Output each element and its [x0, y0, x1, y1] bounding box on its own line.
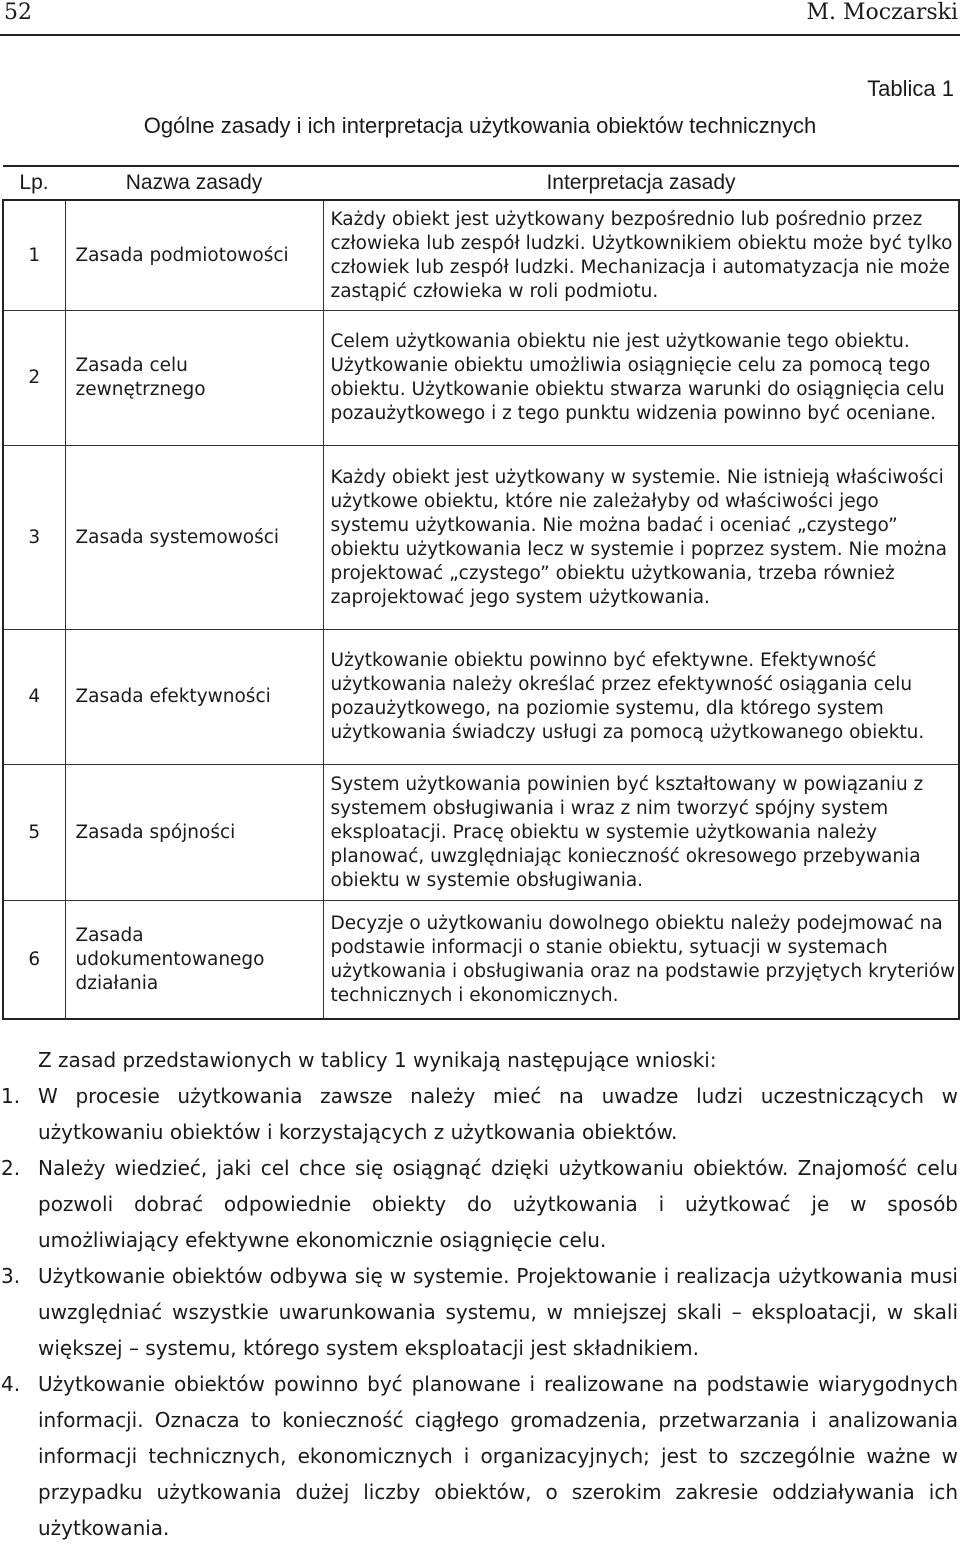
list-item-text: Użytkowanie obiektów odbywa się w systemie. Projektowanie i realizacja użytkowania musi uwzględniać wszystkie uwarunkowania systemu, w mniejszej skali – eksploatacji, w skali większej – systemu, którego system eksploatacji jest składnikiem. — [38, 1264, 958, 1360]
principle-name: Zasada efektywności — [65, 630, 323, 765]
list-item-number: 3. — [1, 1264, 21, 1288]
list-item-number: 2. — [1, 1156, 21, 1180]
principle-name: Zasada systemowości — [65, 446, 323, 630]
principle-name: Zasada udokumentowanego działania — [65, 901, 323, 1020]
table-row — [3, 765, 959, 901]
principle-name: Zasada spójności — [65, 765, 323, 901]
list-item-number: 4. — [1, 1372, 21, 1396]
list-item-text: Użytkowanie obiektów powinno być planowane i realizowane na podstawie wiarygodnych informacji. Oznacza to konieczność ciągłego gromadzenia, przetwarzania i analizowania informacji technicznych, ekonomicznych i organizacyjnych; jest to szczególnie ważne w przypadku użytkowania dużej liczby obiektów, o szerokim zakresie oddziaływania ich użytkowania. — [38, 1372, 958, 1540]
table-header-row — [3, 166, 959, 200]
row-number: 3 — [3, 446, 65, 630]
principle-interpretation: System użytkowania powinien być kształtowany w powiązaniu z systemem obsługiwania i wraz z nim tworzyć spójny system eksploatacji. Pracę obiektu w systemie użytkowania należy planować, uwzględniając konieczność okresowego przebywania obiektu w systemie obsługiwania. — [323, 765, 959, 901]
list-item-number: 1. — [1, 1084, 21, 1108]
table-title: Ogólne zasady i ich interpretacja użytkowania obiektów technicznych — [143, 113, 817, 138]
list-item-text: W procesie użytkowania zawsze należy mieć na uwadze ludzi uczestniczących w użytkowaniu obiektów i korzystających z użytkowania obiektów. — [38, 1084, 958, 1144]
page-number: 52 — [4, 0, 32, 25]
row-number: 5 — [3, 765, 65, 901]
list-item — [0, 1150, 958, 1258]
row-number: 4 — [3, 630, 65, 765]
column-header-lp: Lp. — [3, 166, 65, 200]
principle-interpretation: Celem użytkowania obiektu nie jest użytkowanie tego obiektu. Użytkowanie obiektu umożliwia osiągnięcie celu za pomocą tego obiektu. Użytkowanie obiektu stwarza warunki do osiągnięcia celu pozaużytkowego i z tego punktu widzenia powinno być oceniane. — [323, 311, 959, 446]
principle-interpretation: Użytkowanie obiektu powinno być efektywne. Efektywność użytkowania należy określać przez efektywność osiągania celu pozaużytkowego, na poziomie systemu, dla którego system użytkowania świadczy usługi za pomocą użytkowanego obiektu. — [323, 630, 959, 765]
table-row — [3, 311, 959, 446]
page-header — [0, 0, 960, 36]
conclusions-intro: Z zasad przedstawionych w tablicy 1 wynikają następujące wnioski: — [38, 1048, 717, 1072]
principle-name: Zasada celu zewnętrznego — [65, 311, 323, 446]
list-item — [0, 1258, 958, 1366]
principles-table — [2, 165, 960, 1020]
row-number: 1 — [3, 200, 65, 311]
list-item-text: Należy wiedzieć, jaki cel chce się osiągnąć dzięki użytkowaniu obiektów. Znajomość celu pozwoli dobrać odpowiednie obiekty do użytkowania i użytkować je w sposób umożliwiający efektywne ekonomicznie osiągnięcie celu. — [38, 1156, 958, 1252]
table-label: Tablica 1 — [867, 76, 954, 101]
list-item — [0, 1366, 958, 1546]
principle-name: Zasada podmiotowości — [65, 200, 323, 311]
table-row — [3, 630, 959, 765]
row-number: 6 — [3, 901, 65, 1020]
running-head-author: M. Moczarski — [806, 0, 958, 25]
principle-interpretation: Każdy obiekt jest użytkowany w systemie. Nie istnieją właściwości użytkowe obiektu, które nie zależałyby od właściwości jego systemu użytkowania. Nie można badać i oceniać „czystego” obiektu użytkowania lecz w systemie i poprzez system. Nie można projektować „czystego” obiektu użytkowania, trzeba również zaprojektować jego system użytkowania. — [323, 446, 959, 630]
conclusions-section — [0, 1042, 958, 1546]
column-header-interpretation: Interpretacja zasady — [323, 166, 959, 200]
table-row — [3, 200, 959, 311]
row-number: 2 — [3, 311, 65, 446]
list-item — [0, 1078, 958, 1150]
principle-interpretation: Każdy obiekt jest użytkowany bezpośrednio lub pośrednio przez człowieka lub zespół ludzki. Użytkownikiem obiektu może być tylko człowiek lub zespół ludzki. Mechanizacja i automatyzacja nie może zastąpić człowieka w roli podmiotu. — [323, 200, 959, 311]
principle-interpretation: Decyzje o użytkowaniu dowolnego obiektu należy podejmować na podstawie informacji o stanie obiektu, sytuacji w systemach użytkowania i obsługiwania oraz na podstawie przyjętych kryteriów technicznych i ekonomicznych. — [323, 901, 959, 1020]
table-row — [3, 901, 959, 1020]
table-row — [3, 446, 959, 630]
column-header-name: Nazwa zasady — [65, 166, 323, 200]
conclusions-list — [0, 1078, 958, 1546]
